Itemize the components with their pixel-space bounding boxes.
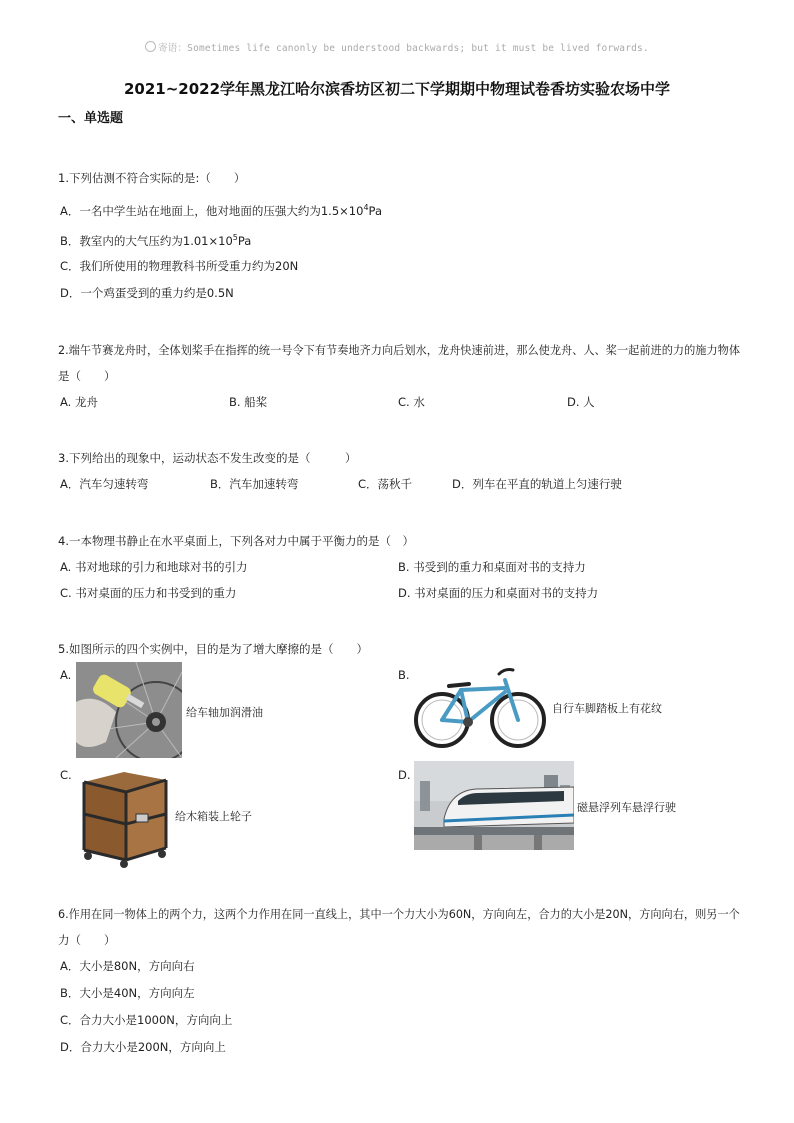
q2-option-a: A. 龙舟 <box>60 395 98 409</box>
q5-option-a-caption: 给车轴加润滑油 <box>186 706 263 719</box>
q5-option-d-label: D. <box>398 768 411 782</box>
page-title: 2021~2022学年黑龙江哈尔滨香坊区初二下学期期中物理试卷香坊实验农场中学 <box>123 80 671 98</box>
q3-stem: 3.下列给出的现象中，运动状态不发生改变的是（ ） <box>58 451 357 465</box>
q5-option-b-caption: 自行车脚踏板上有花纹 <box>552 702 662 715</box>
oiling-axle-photo <box>76 662 182 758</box>
bicycle-photo <box>413 660 548 756</box>
q5-option-b-label: B. <box>398 668 410 682</box>
q1-option-c: C．我们所使用的物理教科书所受重力约为20N <box>60 259 299 273</box>
q5-option-c-caption: 给木箱装上轮子 <box>175 810 252 823</box>
q4-option-d: D. 书对桌面的压力和桌面对书的支持力 <box>398 586 599 600</box>
q3-option-d: D．列车在平直的轨道上匀速行驶 <box>452 477 622 491</box>
q2-option-c: C. 水 <box>398 395 425 409</box>
smile-icon <box>145 41 156 52</box>
q4-option-a: A. 书对地球的引力和地球对书的引力 <box>60 560 248 574</box>
motto <box>0 40 794 54</box>
q2-option-d: D. 人 <box>567 395 595 409</box>
q2-option-b: B. 船桨 <box>229 395 268 409</box>
q6-option-a: A．大小是80N，方向向右 <box>60 959 195 973</box>
q1-option-a: A．一名中学生站在地面上，他对地面的压强大约为$1.5\times 10^4Pa$ <box>60 203 382 218</box>
motto-text: 寄语：Sometimes life canonly be understood backwards; but it must be lived forwards. <box>158 43 649 54</box>
q2-stem-line2: 是（ ） <box>58 369 116 383</box>
q3-option-c: C．荡秋千 <box>358 477 413 491</box>
maglev-train-photo <box>414 761 574 850</box>
q1-stem: 1.下列估测不符合实际的是:（ ） <box>58 171 246 185</box>
q5-stem: 5.如图所示的四个实例中，目的是为了增大摩擦的是（ ） <box>58 642 368 656</box>
q6-option-d: D．合力大小是200N，方向向上 <box>60 1040 226 1054</box>
q2-stem-line1: 2.端午节赛龙舟时，全体划桨手在指挥的统一号令下有节奏地齐力向后划水，龙舟快速前进，那么使龙舟、人、桨一起前进的力的施力物体 <box>58 343 741 357</box>
section-heading: 一、单选题 <box>58 111 124 126</box>
q1-option-d: D．一个鸡蛋受到的重力约是0.5N <box>60 286 234 300</box>
q6-stem-line2: 力（ ） <box>58 933 116 947</box>
q6-option-c: C．合力大小是1000N，方向向上 <box>60 1013 233 1027</box>
q4-stem: 4.一本物理书静止在水平桌面上，下列各对力中属于平衡力的是（ ） <box>58 534 414 548</box>
q5-option-c-label: C. <box>60 768 72 782</box>
q5-option-a-label: A. <box>60 668 72 682</box>
q3-option-a: A．汽车匀速转弯 <box>60 477 149 491</box>
q3-option-b: B．汽车加速转弯 <box>210 477 299 491</box>
q4-option-c: C. 书对桌面的压力和书受到的重力 <box>60 586 237 600</box>
q4-option-b: B. 书受到的重力和桌面对书的支持力 <box>398 560 586 574</box>
q6-option-b: B．大小是40N，方向向左 <box>60 986 195 1000</box>
q6-stem-line1: 6.作用在同一物体上的两个力，这两个力作用在同一直线上，其中一个力大小为60N，方向向左，合力的大小是20N，方向向右，则另一个 <box>58 907 740 921</box>
wooden-box-photo <box>76 764 171 868</box>
q1-option-b: B．教室内的大气压约为$1.01\times 10^5Pa$ <box>60 233 252 248</box>
q5-option-d-caption: 磁悬浮列车悬浮行驶 <box>577 801 676 814</box>
